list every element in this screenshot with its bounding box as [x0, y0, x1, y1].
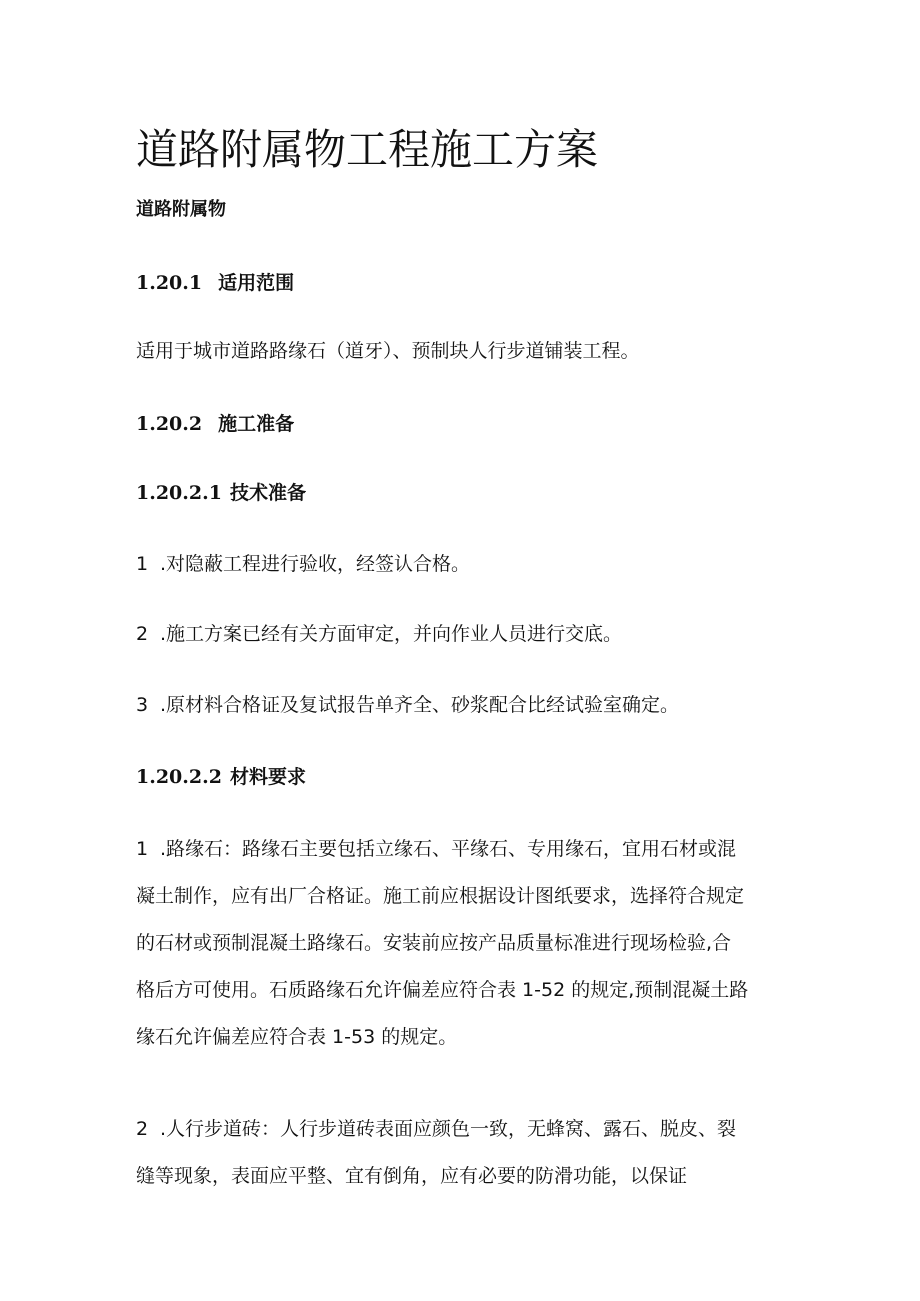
list-item-text: .对隐蔽工程进行验收，经签认合格。 — [160, 553, 471, 575]
list-item-number: 1 — [136, 838, 149, 860]
materials-item-curbstone — [136, 826, 786, 1061]
document-subtitle: 道路附属物 — [136, 199, 226, 220]
list-item-number: 3 — [136, 694, 149, 716]
materials-item-paving-brick — [136, 1106, 786, 1200]
section-heading-1-20-2-2 — [136, 762, 306, 792]
section-heading-1-20-2-1 — [136, 478, 306, 508]
section-heading-1-20-1 — [136, 268, 294, 298]
paragraph-line — [136, 1106, 786, 1153]
section-number: 1.20.1 — [136, 272, 203, 294]
section-number: 1.20.2 — [136, 413, 203, 435]
section-number: 1.20.2.1 — [136, 482, 222, 504]
list-item-number: 2 — [136, 623, 149, 645]
section-title: 技术准备 — [229, 482, 306, 504]
section-title: 材料要求 — [229, 766, 306, 788]
list-item-number: 2 — [136, 1118, 149, 1140]
list-item-number: 1 — [136, 553, 149, 575]
list-item — [136, 690, 679, 720]
document-title: 道路附属物工程施工方案 — [136, 125, 599, 174]
section-number: 1.20.2.2 — [136, 766, 222, 788]
paragraph-line — [136, 826, 786, 873]
section-title: 施工准备 — [218, 413, 295, 435]
paragraph-line: 凝土制作，应有出厂合格证。施工前应根据设计图纸要求，选择符合规定 — [136, 885, 745, 907]
list-item-text: .原材料合格证及复试报告单齐全、砂浆配合比经试验室确定。 — [160, 694, 680, 716]
section-title: 适用范围 — [218, 272, 295, 294]
list-item — [136, 549, 470, 579]
paragraph-line-text: .人行步道砖：人行步道砖表面应颜色一致，无蜂窝、露石、脱皮、裂 — [160, 1118, 737, 1140]
paragraph-line: 缘石允许偏差应符合表 1-53 的规定。 — [136, 1026, 458, 1048]
paragraph-line: 格后方可使用。石质路缘石允许偏差应符合表 1-52 的规定,预制混凝土路 — [136, 979, 749, 1001]
scope-paragraph: 适用于城市道路路缘石（道牙）、预制块人行步道铺装工程。 — [136, 340, 640, 362]
paragraph-line: 缝等现象，表面应平整、宜有倒角，应有必要的防滑功能，以保证 — [136, 1165, 688, 1187]
section-heading-1-20-2 — [136, 409, 294, 439]
paragraph-line-text: .路缘石：路缘石主要包括立缘石、平缘石、专用缘石，宜用石材或混 — [160, 838, 737, 860]
list-item — [136, 619, 622, 649]
paragraph-line: 的石材或预制混凝土路缘石。安装前应按产品质量标准进行现场检验,合 — [136, 932, 732, 954]
list-item-text: .施工方案已经有关方面审定，并向作业人员进行交底。 — [160, 623, 623, 645]
